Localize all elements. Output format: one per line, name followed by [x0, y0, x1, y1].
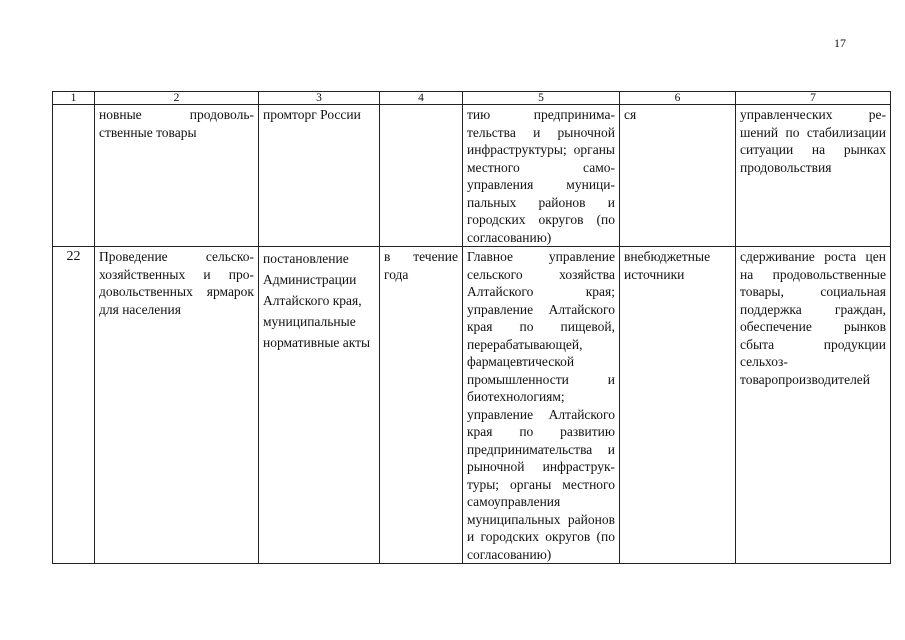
table-row: [53, 105, 891, 247]
basis-cell: постановление Администрации Алтайского края, муниципальные нормативные акты: [259, 247, 380, 564]
header-row: [53, 92, 891, 105]
responsible-cell: тию предпринимательства и рыночной инфраструктуры; органы местного самоуправления муниципальных районов и городских округов (по согласованию): [463, 105, 620, 247]
deadline-cell: в течение года: [380, 247, 463, 564]
column-header-4: 4: [380, 92, 463, 105]
activity-cell: новные продовольственные товары: [95, 105, 259, 247]
document-table: [52, 91, 891, 564]
column-header-7: 7: [736, 92, 891, 105]
column-header-3: 3: [259, 92, 380, 105]
column-header-1: 1: [53, 92, 95, 105]
column-header-6: 6: [620, 92, 736, 105]
row-number-cell: [53, 105, 95, 247]
funding-cell: ся: [620, 105, 736, 247]
page-number: 17: [834, 36, 846, 50]
activity-cell: Проведение сельскохозяйственных и продовольственных ярмарок для населения: [95, 247, 259, 564]
row-number-cell: 22: [53, 247, 95, 564]
responsible-cell: Главное управление сельского хозяйства Алтайского края; управление Алтайского края по пищевой, перерабатывающей, фармацевтической промышленности и биотехнологиям; управление Алтайского края по развитию предпринимательства и рыночной инфраструктуры; органы местного самоуправления муниципальных районов и городских округов (по согласованию): [463, 247, 620, 564]
column-header-5: 5: [463, 92, 620, 105]
expected-result-cell: сдерживание роста цен на продовольственные товары, социальная поддержка граждан, обеспечение рынков сбыта продукции сельхозтоваропроизводителей: [736, 247, 891, 564]
funding-cell: внебюджетные источники: [620, 247, 736, 564]
column-header-2: 2: [95, 92, 259, 105]
expected-result-cell: управленческих решений по стабилизации ситуации на рынках продовольствия: [736, 105, 891, 247]
table-row: [53, 247, 891, 564]
basis-cell: промторг России: [259, 105, 380, 247]
deadline-cell: [380, 105, 463, 247]
